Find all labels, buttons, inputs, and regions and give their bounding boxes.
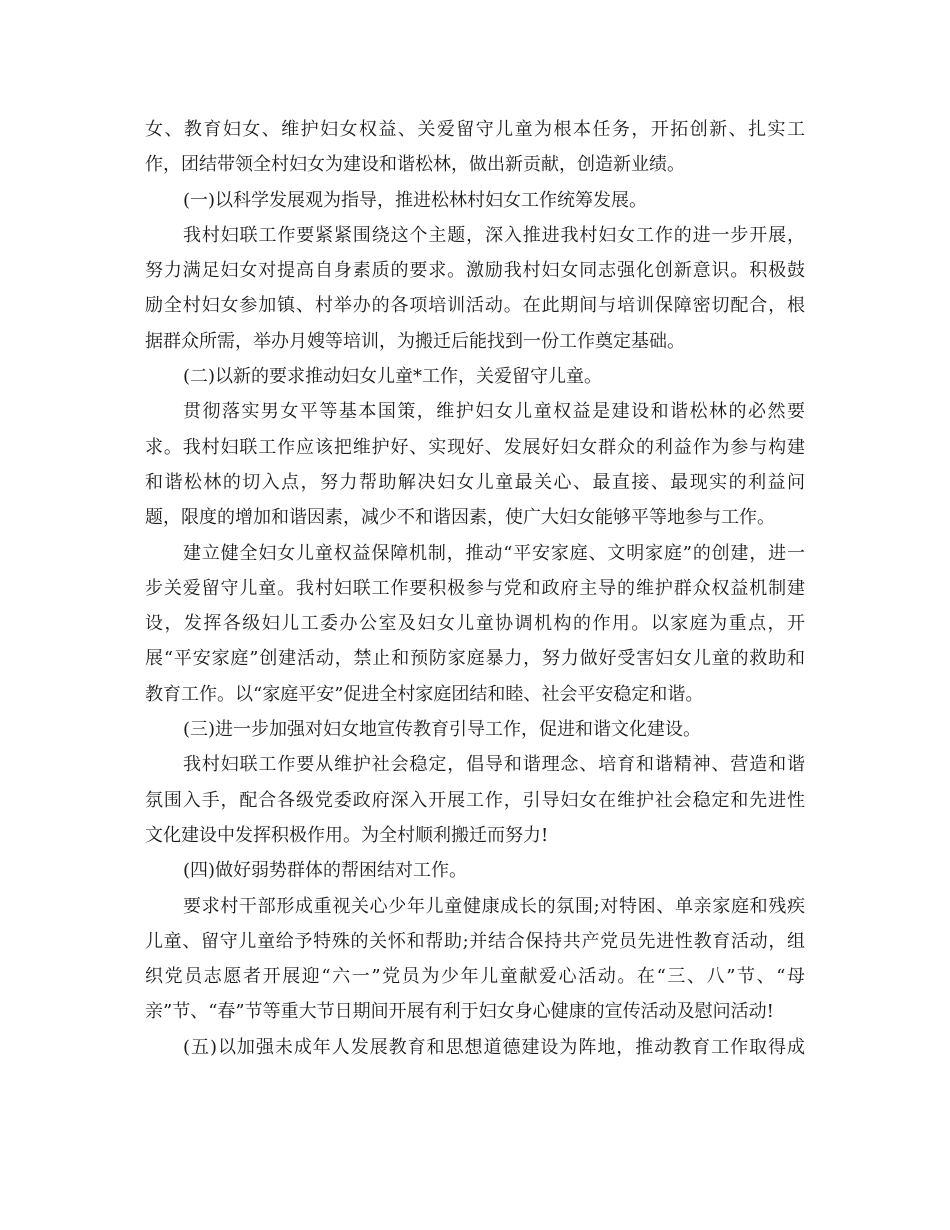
text-line: 亲”节、“春”节等重大节日期间开展有利于妇女身心健康的宣传活动及慰问活动!	[145, 1001, 774, 1023]
text-line: (四)做好弱势群体的帮困结对工作。	[183, 860, 468, 882]
text-line: 题，限度的增加和谐因素，减少不和谐因素，使广大妇女能够平等地参与工作。	[145, 507, 775, 529]
text-line: 贯彻落实男女平等基本国策，维护妇女儿童权益是建设和谐松林的必然要	[183, 401, 805, 423]
text-line: 求。我村妇联工作应该把维护好、实现好、发展好妇女群众的利益作为参与构建	[145, 436, 805, 458]
text-line: 据群众所需，举办月嫂等培训，为搬迁后能找到一份工作奠定基础。	[145, 330, 685, 352]
text-line: 展“平安家庭”创建活动，禁止和预防家庭暴力，努力做好受害妇女儿童的救助和	[145, 648, 805, 670]
text-line: 我村妇联工作要紧紧围绕这个主题，深入推进我村妇女工作的进一步开展，	[183, 224, 805, 246]
text-line: (二)以新的要求推动妇女儿童*工作，关爱留守儿童。	[183, 366, 603, 388]
text-line: 励全村妇女参加镇、村举办的各项培训活动。在此期间与培训保障密切配合，根	[145, 295, 805, 317]
text-line: 和谐松林的切入点，努力帮助解决妇女儿童最关心、最直接、最现实的利益问	[145, 471, 805, 493]
text-line: 儿童、留守儿童给予特殊的关怀和帮助;并结合保持共产党员先进性教育活动，组	[145, 930, 805, 952]
text-line: (五)以加强未成年人发展教育和思想道德建设为阵地，推动教育工作取得成	[183, 1036, 805, 1058]
text-line: 建立健全妇女儿童权益保障机制，推动“平安家庭、文明家庭”的创建，进一	[183, 542, 805, 564]
text-line: 女、教育妇女、维护妇女权益、关爱留守儿童为根本任务，开拓创新、扎实工	[145, 119, 805, 140]
text-line: 要求村干部形成重视关心少年儿童健康成长的氛围;对特困、单亲家庭和残疾	[183, 895, 805, 917]
document-body	[145, 112, 805, 1065]
text-line: 我村妇联工作要从维护社会稳定，倡导和谐理念、培育和谐精神、营造和谐	[183, 754, 805, 776]
text-line: 设，发挥各级妇儿工委办公室及妇女儿童协调机构的作用。以家庭为重点，开	[145, 613, 805, 635]
text-line: 教育工作。以“家庭平安”促进全村家庭团结和睦、社会平安稳定和谐。	[145, 683, 704, 705]
text-line: (三)进一步加强对妇女地宣传教育引导工作，促进和谐文化建设。	[183, 719, 702, 741]
text-line: 织党员志愿者开展迎“六一”党员为少年儿童献爱心活动。在“三、八”节、“母	[145, 966, 805, 988]
text-line: 作，团结带领全村妇女为建设和谐松林，做出新贡献，创造新业绩。	[145, 154, 685, 176]
text-line: 步关爱留守儿童。我村妇联工作要积极参与党和政府主导的维护群众权益机制建	[145, 577, 805, 599]
text-line: 氛围入手，配合各级党委政府深入开展工作，引导妇女在维护社会稳定和先进性	[145, 789, 805, 811]
text-line: 努力满足妇女对提高自身素质的要求。激励我村妇女同志强化创新意识。积极鼓	[145, 260, 805, 282]
text-line: (一)以科学发展观为指导，推进松林村妇女工作统筹发展。	[183, 189, 648, 211]
text-line: 文化建设中发挥积极作用。为全村顺利搬迁而努力!	[145, 824, 549, 846]
